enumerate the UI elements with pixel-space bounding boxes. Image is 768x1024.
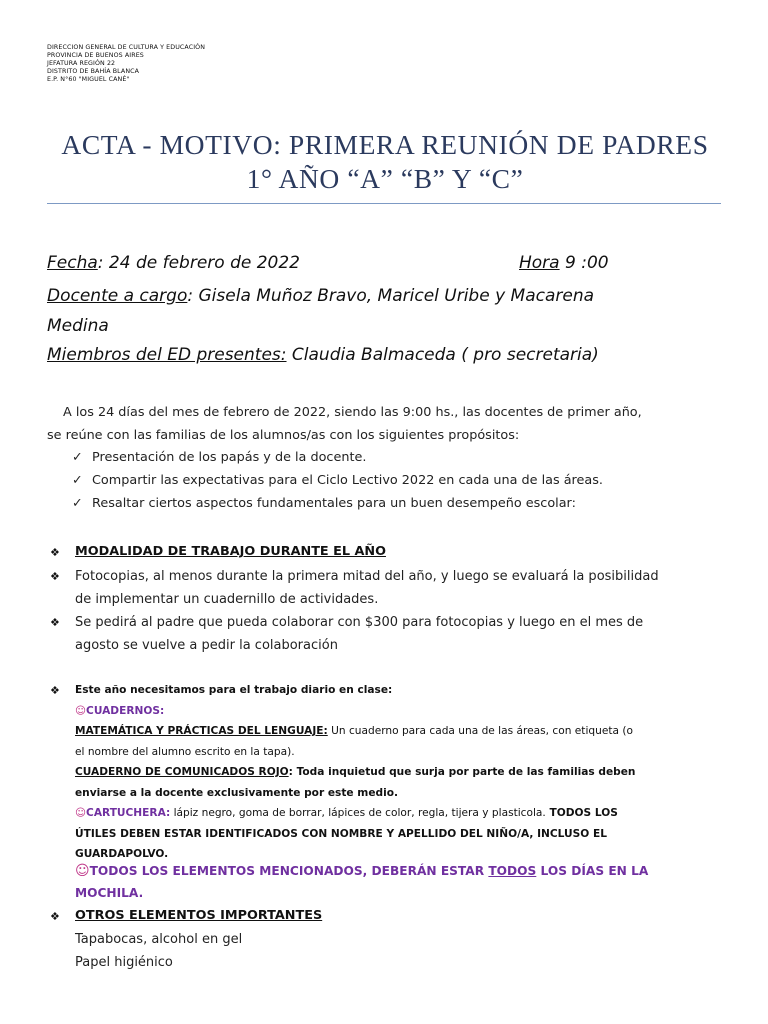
docente-line [47, 286, 594, 306]
matematica-text: Un cuaderno para cada una de las áreas, con etiqueta (o [327, 725, 633, 737]
otros-item: Tapabocas, alcohol en gel [75, 932, 243, 947]
header-line: DISTRITO DE BAHÍA BLANCA [47, 68, 140, 76]
fecha-value: : 24 de febrero de 2022 [97, 253, 300, 273]
smiley-icon: ☺ [75, 807, 87, 819]
miembros-line [47, 345, 599, 365]
comunicados-text: : Toda inquietud que surja por parte de las familias deben [288, 766, 636, 778]
diamond-bullet-icon: ❖ [50, 910, 60, 923]
matematica-text-2: el nombre del alumno escrito en la tapa). [75, 745, 295, 758]
cartuchera-bold-3: GUARDAPOLVO. [75, 848, 169, 860]
matematica-label: MATEMÁTICA Y PRÁCTICAS DEL LENGUAJE: [75, 725, 328, 737]
header-line: DIRECCION GENERAL DE CULTURA Y EDUCACIÓN [47, 44, 206, 51]
purpose-item [72, 450, 366, 465]
title-divider [47, 203, 721, 204]
todos-text: TODOS LOS ELEMENTOS MENCIONADOS, DEBERÁN ESTAR [89, 864, 489, 878]
check-icon: ✓ [72, 496, 83, 511]
docente-label: Docente a cargo [47, 286, 188, 306]
docente-line-2: Medina [47, 316, 109, 336]
modalidad-item-line: agosto se vuelve a pedir la colaboración [75, 638, 338, 653]
todos-underline: TODOS [488, 864, 537, 878]
check-icon: ✓ [72, 473, 83, 488]
comunicados-text-2: enviarse a la docente exclusivamente por este medio. [75, 786, 399, 799]
header-line: JEFATURA REGIÓN 22 [47, 60, 116, 68]
hora-line [519, 253, 609, 273]
hora-value: 9 :00 [559, 253, 609, 273]
header-line: E.P. N°60 "MIGUEL CANÉ" [47, 76, 130, 84]
purpose-text: Presentación de los papás y de la docente. [92, 450, 367, 465]
otros-heading: OTROS ELEMENTOS IMPORTANTES [75, 908, 323, 923]
modalidad-heading: MODALIDAD DE TRABAJO DURANTE EL AÑO [75, 544, 386, 559]
modalidad-item-line: Fotocopias, al menos durante la primera mitad del año, y luego se evaluará la posibilidad [75, 569, 659, 584]
todos-text-3: MOCHILA. [75, 885, 144, 900]
modalidad-item-line: Se pedirá al padre que pueda colaborar con $300 para fotocopias y luego en el mes de [75, 615, 644, 630]
modalidad-item [75, 565, 720, 611]
document-title: ACTA - MOTIVO: PRIMERA REUNIÓN DE PADRES [61, 129, 709, 160]
document-subtitle: 1° AÑO “A” “B” Y “C” [246, 163, 524, 194]
purpose-text: Resaltar ciertos aspectos fundamentales para un buen desempeño escolar: [92, 496, 576, 511]
cartuchera-text: lápiz negro, goma de borrar, lápices de color, regla, tijera y plasticola. [170, 807, 546, 819]
intro-line-2: se reúne con las familias de los alumnos/as con los siguientes propósitos: [47, 428, 520, 443]
diamond-bullet-icon: ❖ [50, 546, 60, 559]
docente-value: : Gisela Muñoz Bravo, Maricel Uribe y Macarena [187, 286, 595, 306]
purpose-item [72, 473, 603, 488]
check-icon: ✓ [72, 450, 83, 465]
materiales-heading: Este año necesitamos para el trabajo diario en clase: [75, 684, 393, 696]
institution-header [47, 44, 347, 84]
cartuchera-label: CARTUCHERA: [86, 807, 171, 819]
header-line: PROVINCIA DE BUENOS AIRES [47, 52, 144, 60]
otros-item: Papel higiénico [75, 955, 173, 970]
miembros-label: Miembros del ED presentes: [47, 345, 287, 365]
fecha-line [47, 253, 300, 273]
cartuchera-bold-2: ÚTILES DEBEN ESTAR IDENTIFICADOS CON NOMBRE Y APELLIDO DEL NIÑO/A, INCLUSO EL [75, 827, 607, 840]
modalidad-item-line: de implementar un cuadernillo de actividades. [75, 592, 379, 607]
miembros-value: Claudia Balmaceda ( pro secretaria) [286, 345, 599, 365]
todos-block [75, 861, 721, 904]
cuadernos-label: CUADERNOS: [86, 704, 165, 717]
modalidad-item [75, 611, 720, 657]
materiales-block [75, 680, 721, 865]
fecha-label: Fecha [47, 253, 98, 273]
hora-label: Hora [519, 253, 560, 273]
purpose-text: Compartir las expectativas para el Ciclo Lectivo 2022 en cada una de las áreas. [92, 473, 603, 488]
cartuchera-bold: TODOS LOS [545, 807, 618, 819]
todos-text-2: LOS DÍAS EN LA [536, 864, 649, 878]
comunicados-label: CUADERNO DE COMUNICADOS ROJO [75, 766, 289, 778]
intro-line-1: A los 24 días del mes de febrero de 2022, siendo las 9:00 hs., las docentes de primer año, [63, 405, 642, 420]
smiley-icon: ☺ [75, 863, 90, 879]
diamond-bullet-icon: ❖ [50, 684, 60, 697]
diamond-bullet-icon: ❖ [50, 616, 60, 629]
purpose-item [72, 496, 576, 511]
smiley-icon: ☺ [75, 704, 87, 717]
diamond-bullet-icon: ❖ [50, 570, 60, 583]
